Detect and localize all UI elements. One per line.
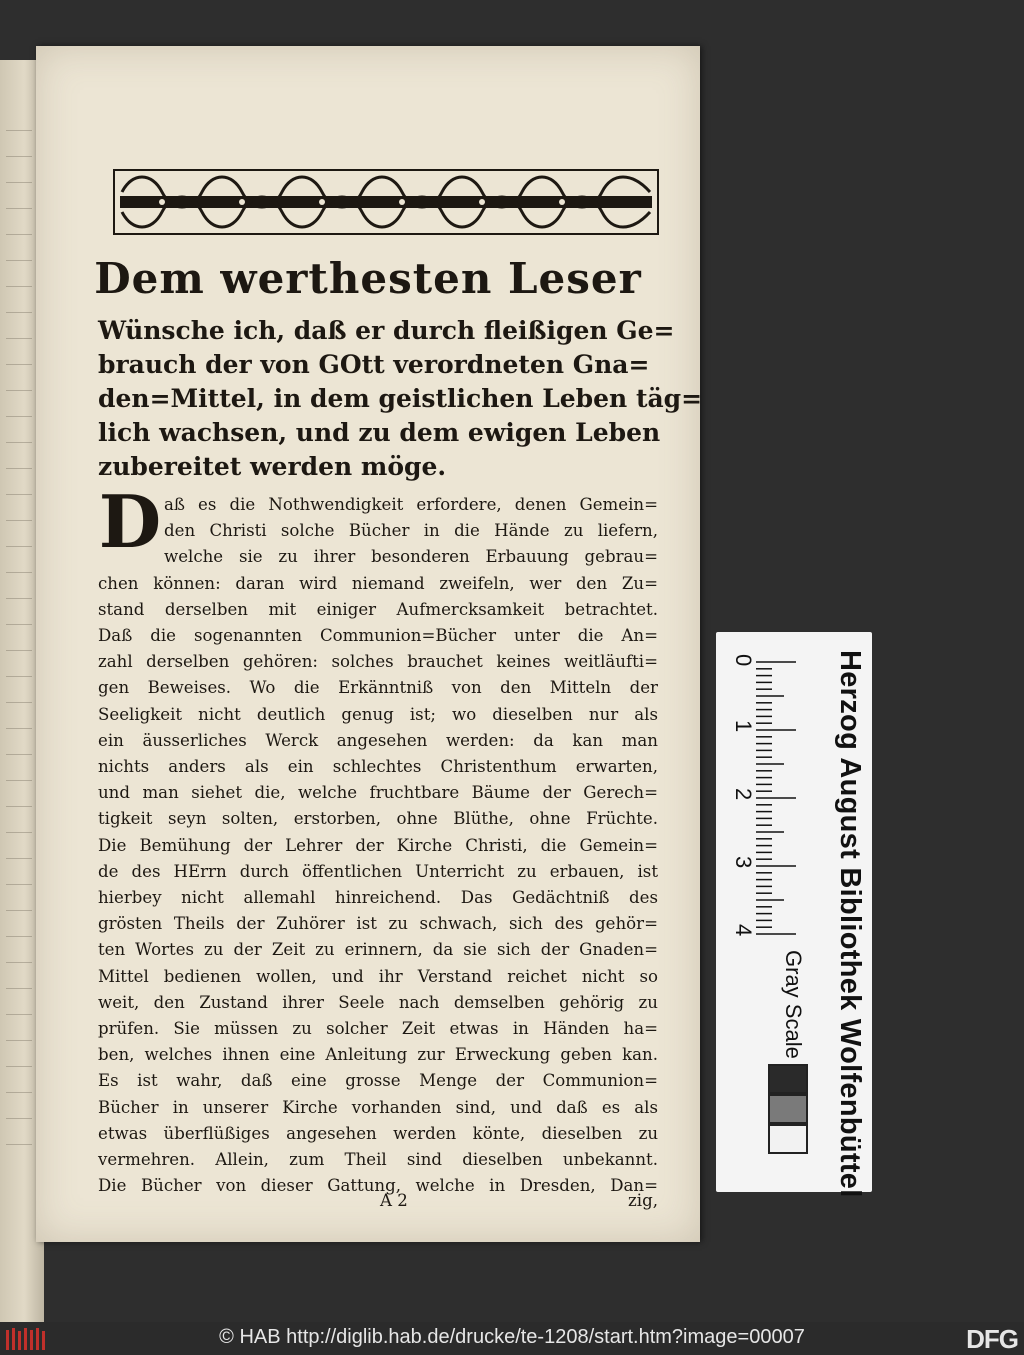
library-label: Herzog August Bibliothek Wolfenbüttel [834,650,866,1198]
copyright-url: © HAB http://diglib.hab.de/drucke/te-1208/start.htm?image=00007 [219,1326,805,1348]
subtitle-line: brauch der von GOtt verordneten Gna= [98,350,650,379]
body-line: ben, welches ihnen eine Anleitung zur Erweckung geben kan. [98,1045,658,1065]
body-line: ten Wortes zu der Zeit zu erinnern, da sie sich der Gnaden= [98,940,658,960]
previous-page-text-trace [6,1040,32,1041]
previous-page-text-trace [6,1092,32,1093]
body-line: ein äusserliches Werck angesehen werden: da kan man [98,730,658,750]
body-line: Daß die sogenannten Communion=Bücher unter die An= [98,626,658,646]
body-line: den Christi solche Bücher in die Hände zu liefern, [164,521,658,541]
page-title: Dem werthesten Leser [94,254,642,303]
ruler-icon [756,654,810,944]
body-line: Die Bücher von dieser Gattung, welche in Dresden, Dan= [98,1176,658,1196]
previous-page-text-trace [6,312,32,313]
previous-page-text-trace [6,1144,32,1145]
previous-page-text-trace [6,676,32,677]
gray-patch-light [768,1124,808,1154]
previous-page-text-trace [6,494,32,495]
body-line: stand derselben mit einiger Aufmercksamkeit betrachtet. [98,599,658,619]
previous-page-text-trace [6,390,32,391]
body-line: vermehren. Allein, zum Theil sind dieselben unbekannt. [98,1150,658,1170]
footer-bar [0,1322,1024,1354]
body-line: prüfen. Sie müssen zu solcher Zeit etwas in Händen ha= [98,1019,658,1039]
previous-page-text-trace [6,286,32,287]
gray-patch-dark [768,1064,808,1094]
page-footer [98,1191,658,1217]
previous-page-text-trace [6,234,32,235]
dfg-logo: DFG [966,1324,1018,1354]
catchword: zig, [628,1191,658,1210]
subtitle-line: zubereitet werden möge. [98,452,447,481]
previous-page-text-trace [6,1118,32,1119]
previous-page-text-trace [6,364,32,365]
previous-page-text-trace [6,338,32,339]
previous-page-text-trace [6,780,32,781]
color-scale-card [716,632,872,1198]
body-text [98,492,658,1199]
scale-number: 1 [731,720,756,733]
body-line: weit, den Zustand ihrer Seele nach demselben gehörig zu [98,992,658,1012]
body-line: chen können: daran wird niemand zweifeln, wer den Zu= [98,573,658,593]
previous-page-text-trace [6,260,32,261]
body-line: nichts anders als ein schlechtes Christenthum erwarten, [98,757,658,777]
previous-page-text-trace [6,130,32,131]
previous-page-text-trace [6,624,32,625]
body-line: aß es die Nothwendigkeit erfordere, denen Gemein= [164,495,658,514]
body-line: etwas überflüßiges angesehen werden könte, dieselben zu [98,1123,658,1143]
body-line: grösten Theils der Zuhörer ist zu schwach, sich des gehör= [98,914,658,934]
scale-number: 2 [731,788,756,801]
body-line: Mittel bedienen wollen, und ihr Verstand reichet nicht so [98,966,658,986]
body-line: Die Bemühung der Lehrer der Kirche Christi, die Gemein= [98,835,658,855]
previous-page-text-trace [6,936,32,937]
gray-scale-label: Gray Scale [781,950,806,1059]
previous-page-text-trace [6,754,32,755]
previous-page-text-trace [6,962,32,963]
previous-page-text-trace [6,520,32,521]
body-line: hierbey nicht allemahl hinreichend. Das Gedächtniß des [98,888,658,908]
previous-page-text-trace [6,988,32,989]
previous-page-text-trace [6,156,32,157]
previous-page-text-trace [6,1066,32,1067]
body-line: welche sie zu ihrer besonderen Erbauung gebrau= [164,547,658,567]
subtitle-line: lich wachsen, und zu dem ewigen Leben [98,418,661,447]
previous-page-text-trace [6,884,32,885]
drop-capital: D [98,479,162,564]
previous-page-text-trace [6,468,32,469]
scale-number: 3 [731,856,756,869]
body-line: tigkeit seyn solten, erstorben, ohne Blüthe, ohne Früchte. [98,809,658,829]
previous-page-text-trace [6,702,32,703]
previous-page-text-trace [6,182,32,183]
previous-page-text-trace [6,1014,32,1015]
body-line: Bücher in unserer Kirche vorhanden sind, und daß es als [98,1097,658,1117]
body-line: Es ist wahr, daß eine grosse Menge der Communion= [98,1071,658,1091]
gray-patch-mid [768,1094,808,1124]
previous-page-text-trace [6,546,32,547]
book-page [36,46,703,1242]
previous-page-text-trace [6,442,32,443]
previous-page-text-trace [6,910,32,911]
ornament-border-icon [112,168,660,236]
body-line: de des HErrn durch öffentlichen Unterricht zu erbauen, ist [98,861,658,881]
dedication-subtitle [98,314,703,484]
previous-page-text-trace [6,208,32,209]
previous-page-text-trace [6,832,32,833]
previous-page-text-trace [6,650,32,651]
subtitle-line: Wünsche ich, daß er durch fleißigen Ge= [98,316,675,345]
previous-page-text-trace [6,572,32,573]
body-line: und man siehet die, welche fruchtbare Bäume der Gerech= [98,783,658,803]
signature-mark: A 2 [380,1191,408,1210]
subtitle-line: den=Mittel, in dem geistlichen Leben täg= [98,384,703,413]
previous-page-text-trace [6,728,32,729]
scale-number: 4 [731,924,756,937]
previous-page-text-trace [6,858,32,859]
scale-number: 0 [731,654,756,667]
previous-page-text-trace [6,806,32,807]
body-line: Seeligkeit nicht deutlich genug ist; wo dieselben nur als [98,704,658,724]
body-line: zahl derselben gehören: solches brauchet keines weitläufti= [98,652,658,672]
body-line: gen Beweises. Wo die Erkänntniß von den Mitteln der [98,678,658,698]
previous-page-text-trace [6,598,32,599]
previous-page-text-trace [6,416,32,417]
